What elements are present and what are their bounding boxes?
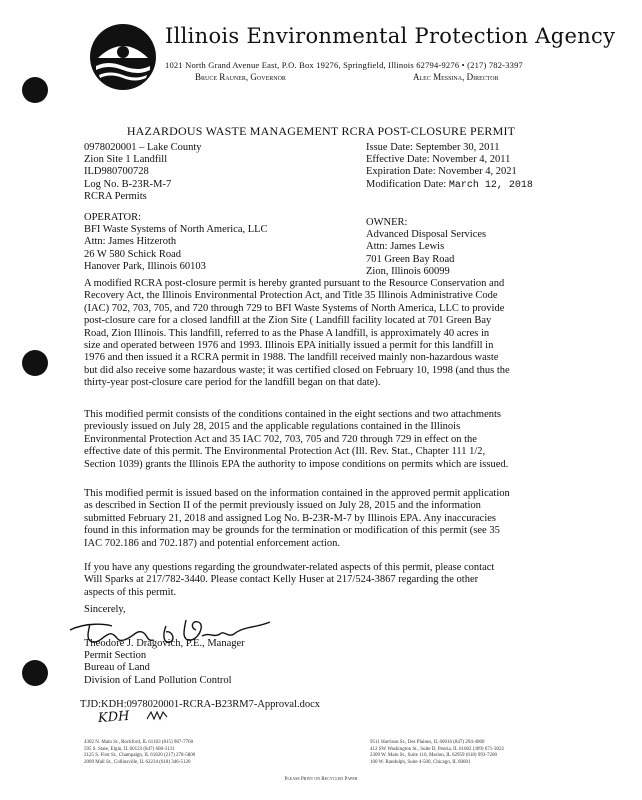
facility-line: RCRA Permits — [84, 190, 147, 202]
paragraph-line: previously issued on July 28, 2015 and the applicable regulations contained in the Illinois — [84, 421, 461, 433]
signer-block — [84, 638, 245, 687]
footer-line: 9511 Harrison St., Des Plaines, IL 60016 (847) 294-4000 — [370, 740, 485, 745]
paragraph-line: This modified permit consists of the conditions contained in the eight sections and two attachments — [84, 409, 502, 420]
owner-line: Attn: James Lewis — [366, 241, 445, 253]
operator-block — [84, 212, 268, 273]
paragraph-line: A modified RCRA post-closure permit is hereby granted pursuant to the Resource Conservation and — [84, 278, 505, 289]
contact-paragraph — [84, 562, 578, 599]
paragraph-line: found in this information may be grounds for the termination or modification of this permit (see 35 — [84, 525, 500, 537]
paragraph-line: effective date of this permit. The Environmental Protection Act (Ill. Rev. Stat., Chapter 111 1/2, — [84, 446, 486, 458]
closing: Sincerely, — [84, 604, 126, 615]
paragraph-line: Recovery Act, the Illinois Environmental Protection Act, and Title 35 Illinois Administrative Code — [84, 290, 498, 302]
punch-hole — [22, 77, 48, 103]
footer-line: 2125 S. First St., Champaign, IL 61820 (217) 278-5800 — [84, 753, 196, 758]
permit-dates — [366, 142, 533, 192]
footer-line: 412 SW Washington St., Suite D, Peoria, IL 61602 (309) 671-3022 — [370, 746, 504, 752]
footer-offices-left — [84, 740, 195, 766]
punch-hole — [22, 660, 48, 686]
permit-grant-paragraph — [84, 278, 578, 390]
owner-line: 701 Green Bay Road — [366, 253, 455, 265]
recycled-paper-note: Please Print on Recycled Paper — [284, 777, 358, 782]
paragraph-line: post-closure care for a closed landfill at the Zion Site ( Landfill facility located at 701 Green Bay — [84, 315, 492, 327]
modification-date-label: Modification Date: — [366, 178, 447, 190]
expiration-date: Expiration Date: November 4, 2021 — [366, 166, 517, 178]
footer-offices-right — [370, 740, 504, 766]
facility-line: ILD980700728 — [84, 166, 149, 178]
footer-line: 100 W. Randolph, Suite 4-500, Chicago, IL 60601 — [370, 759, 471, 765]
signer-bureau: Bureau of Land — [84, 662, 150, 674]
permit-conditions-paragraph — [84, 409, 578, 471]
paragraph-line: Section 1039) grants the Illinois EPA the authority to impose conditions on permits which are issued. — [84, 458, 509, 470]
modification-date-value: March 12, 2018 — [448, 179, 533, 191]
paragraph-line: size and operated between 1976 and 1993. Illinois EPA initially issued a permit for this landfill in — [84, 340, 494, 352]
modification-date — [366, 179, 533, 192]
facility-line: Log No. B-23R-M-7 — [84, 178, 172, 190]
facility-info — [84, 142, 202, 203]
effective-date: Effective Date: November 4, 2011 — [366, 154, 511, 166]
paragraph-line: Will Sparks at 217/782-3440. Please contact Kelly Huser at 217/524-3867 regarding the other — [84, 574, 479, 586]
file-reference: TJD:KDH:0978020001-RCRA-B23RM7-Approval.docx — [80, 699, 321, 710]
footer-line: 2309 W. Main St., Suite 116, Marion, IL 62959 (618) 993-7200 — [370, 753, 497, 758]
agency-logo-icon — [88, 22, 158, 92]
footer-line: 595 S. State, Elgin, IL 60123 (847) 608-3131 — [84, 746, 175, 752]
signer-section: Permit Section — [84, 650, 147, 662]
paragraph-line: 1976 and then issued it a RCRA permit in 1988. The landfill received mainly non-hazardous waste — [84, 352, 499, 364]
paragraph-line: Road, Zion Illinois. This landfill, referred to as the Phase A landfill, is approximately 40 acres in — [84, 327, 490, 339]
owner-block — [366, 217, 486, 278]
footer-line: 4302 N. Main St., Rockford, IL 61103 (815) 987-7760 — [84, 740, 194, 745]
paragraph-line: aspects of this permit. — [84, 586, 177, 598]
operator-line: Attn: James Hitzeroth — [84, 236, 177, 248]
paragraph-line: but did also receive some hazardous waste; it was certified closed on February 10, 1998 (and thus the — [84, 364, 510, 376]
paragraph-line: (IAC) 702, 703, 705, and 720 through 729 to BFI Waste Systems of North America, LLC to provide — [84, 302, 505, 314]
paragraph-line: thirty-year post-closure care period for the landfill began on that date). — [84, 377, 381, 389]
agency-name: Illinois Environmental Protection Agency — [165, 24, 616, 48]
paragraph-line: as described in Section II of the permit previously issued on July 28, 2015 and the information — [84, 500, 481, 512]
signer-name: Theodore J. Dragovich, P.E., Manager — [84, 638, 245, 649]
operator-line: 26 W 580 Schick Road — [84, 248, 182, 260]
issue-date: Issue Date: September 30, 2011 — [366, 142, 500, 153]
owner-line: Zion, Illinois 60099 — [366, 265, 450, 277]
initials-scribble — [146, 709, 168, 723]
paragraph-line: If you have any questions regarding the groundwater-related aspects of this permit, please contact — [84, 562, 495, 573]
facility-line: Zion Site 1 Landfill — [84, 154, 168, 166]
permit-basis-paragraph — [84, 488, 578, 550]
agency-address: 1021 North Grand Avenue East, P.O. Box 19276, Springfield, Illinois 62794-9276 • (217) 782-3397 — [165, 60, 524, 70]
handwritten-initials: KDH — [97, 708, 130, 727]
paragraph-line: submitted February 21, 2018 and assigned Log No. B-23R-M-7 by Illinois EPA. Any inaccuracies — [84, 512, 496, 524]
signer-division: Division of Land Pollution Control — [84, 674, 232, 686]
paragraph-line: This modified permit is issued based on the information contained in the approved permit application — [84, 488, 510, 499]
owner-line: Advanced Disposal Services — [366, 229, 487, 241]
footer-line: 2009 Mall St., Collinsville, IL 62234 (618) 346-5120 — [84, 759, 191, 765]
operator-line: Hanover Park, Illinois 60103 — [84, 260, 206, 272]
director-name: Alec Messina, Director — [413, 72, 499, 82]
owner-heading: OWNER: — [366, 217, 408, 228]
operator-line: BFI Waste Systems of North America, LLC — [84, 224, 268, 236]
operator-heading: OPERATOR: — [84, 212, 141, 223]
paragraph-line: Environmental Protection Act and 35 IAC 702, 703, 705 and 720 through 729 in effect on the — [84, 433, 477, 445]
paragraph-line: IAC 702.186 and 702.187) and potential enforcement action. — [84, 537, 341, 549]
document-title: HAZARDOUS WASTE MANAGEMENT RCRA POST-CLOSURE PERMIT — [126, 124, 516, 138]
punch-hole — [22, 350, 48, 376]
governor-name: Bruce Rauner, Governor — [195, 72, 286, 82]
facility-line: 0978020001 – Lake County — [84, 142, 202, 153]
